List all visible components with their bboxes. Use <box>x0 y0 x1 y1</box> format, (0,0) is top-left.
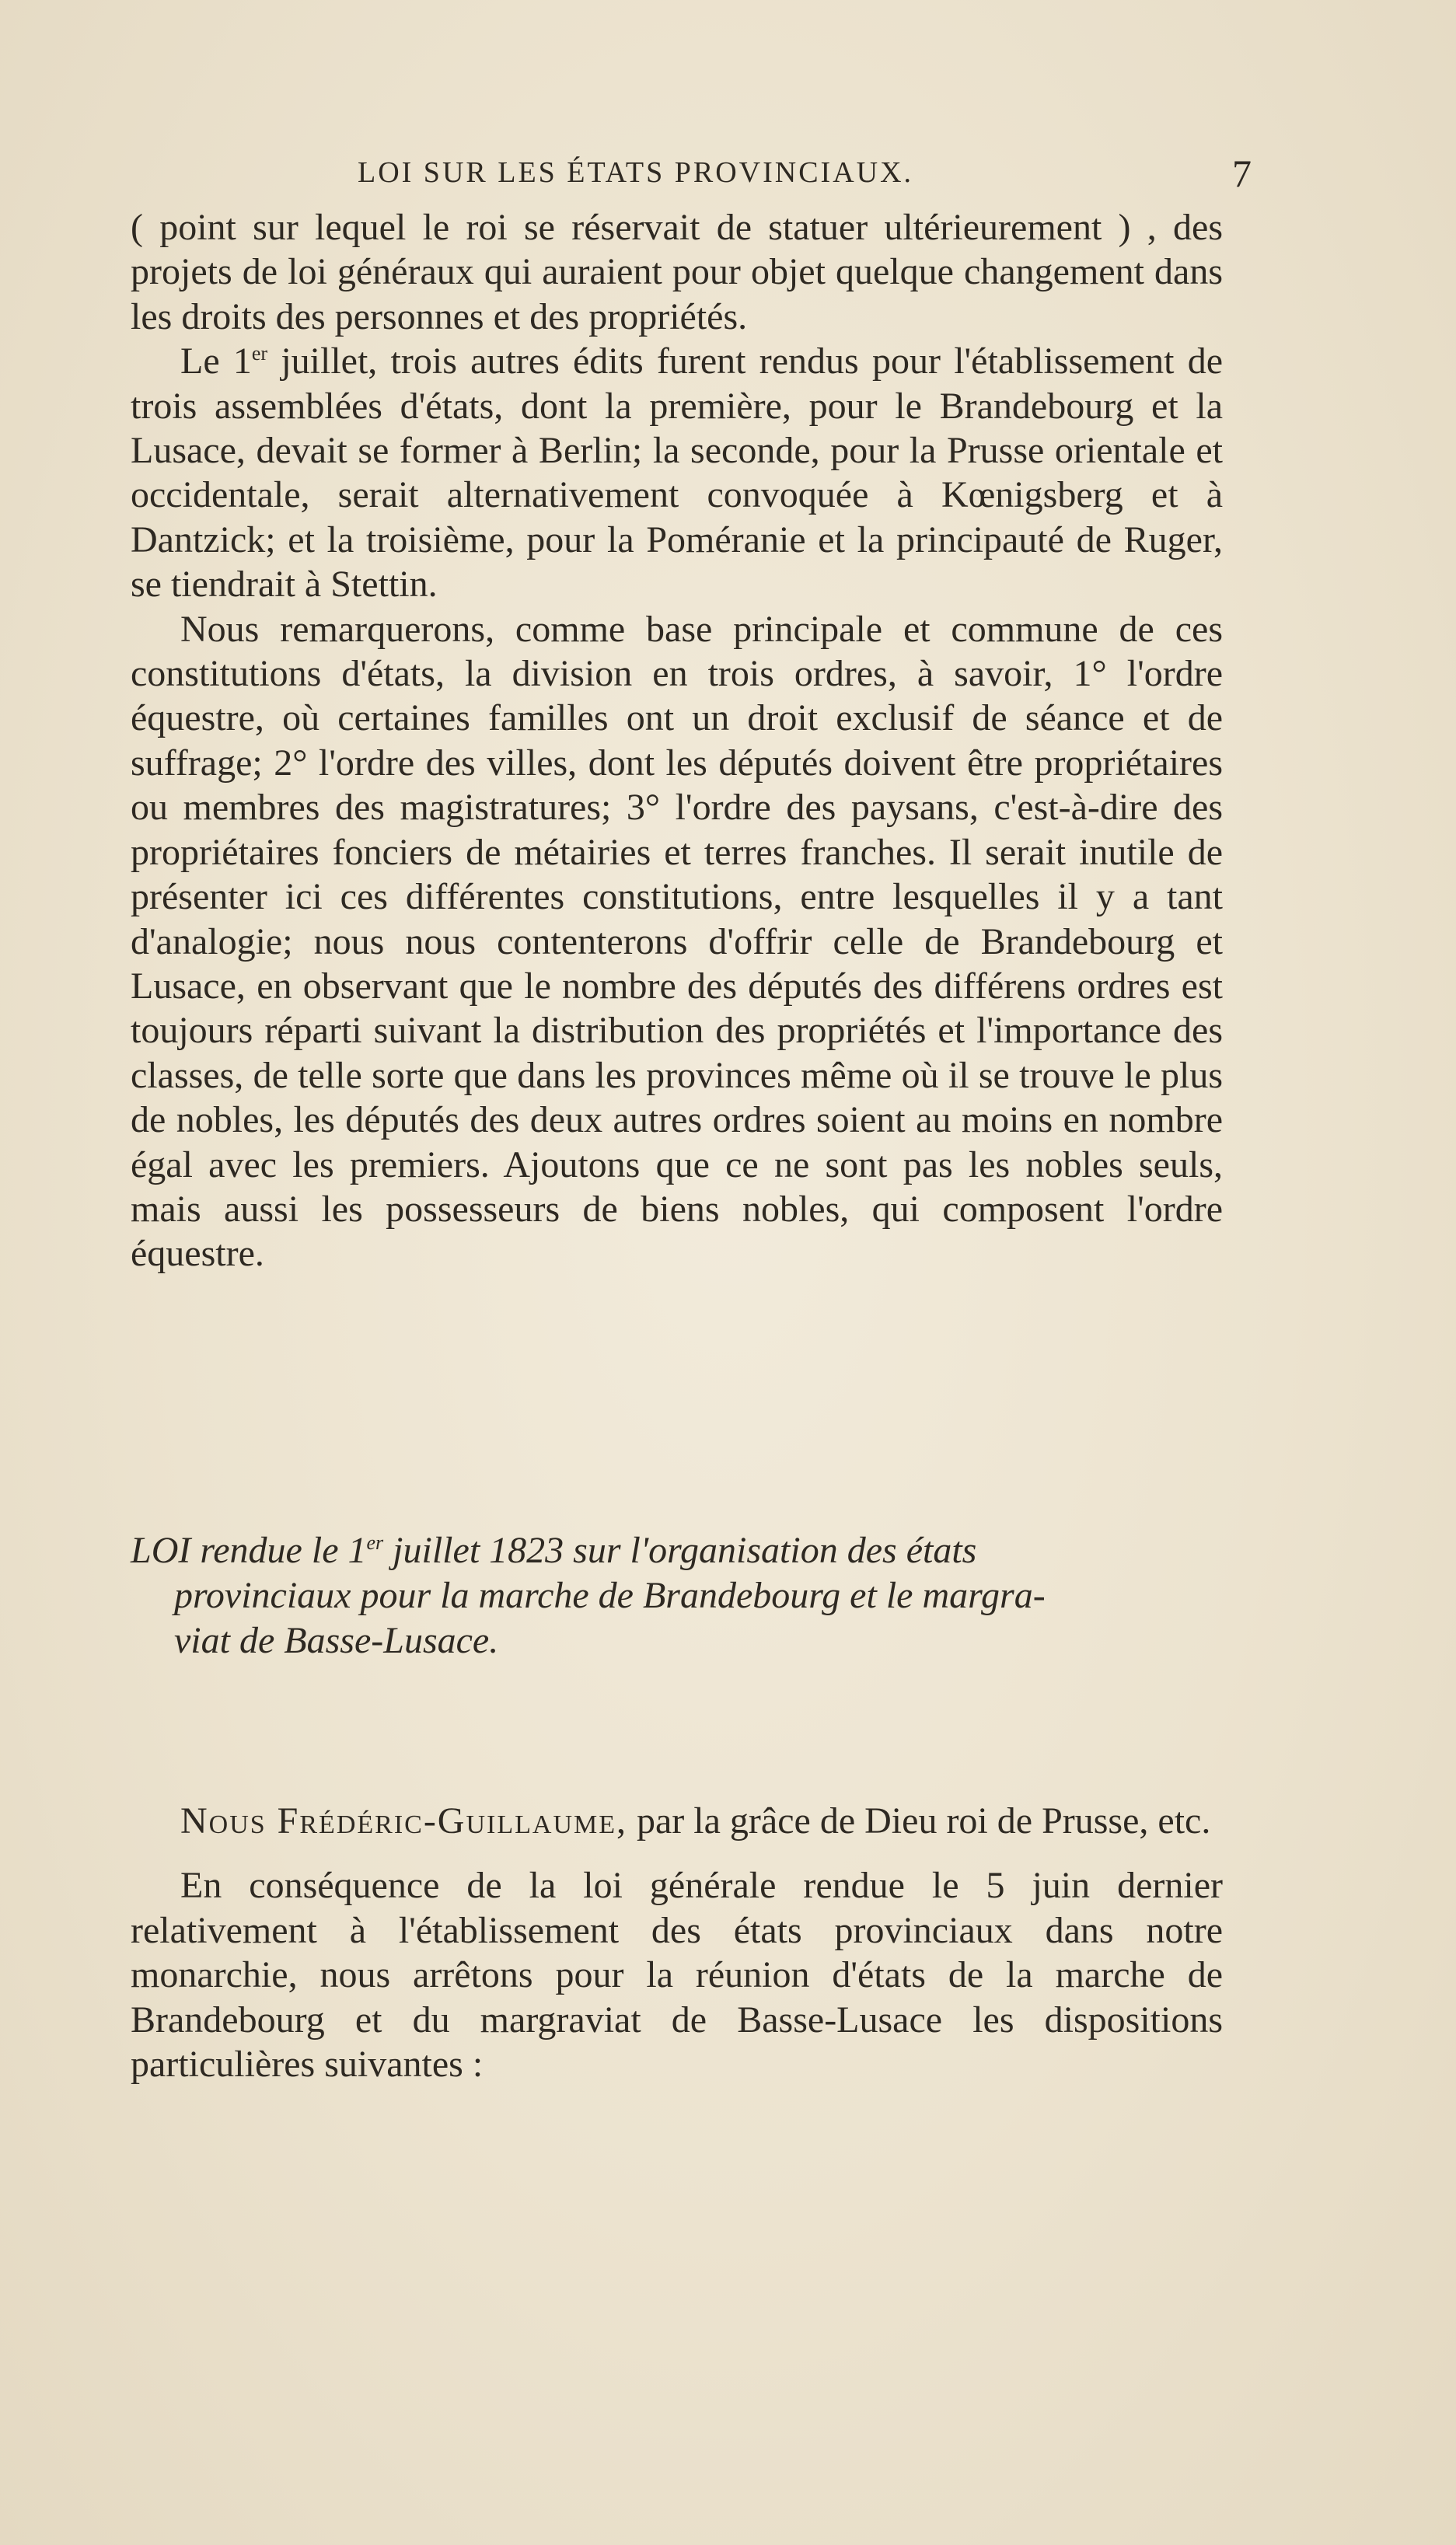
paragraph-preamble <box>131 1799 1223 1843</box>
para-start: Le 1 <box>180 340 252 382</box>
law-title-part2: juillet 1823 sur l'organisation des états <box>383 1530 977 1571</box>
paragraph-edicts <box>131 339 1223 606</box>
law-ordinal-superscript: er <box>366 1531 384 1554</box>
main-text <box>131 205 1223 1276</box>
law-title-part1: rendue le 1 <box>190 1530 367 1571</box>
law-word: LOI <box>131 1530 191 1571</box>
law-text <box>131 1799 1223 2086</box>
law-title-line2: provinciaux pour la marche de Brandebourg et le margra- <box>174 1575 1046 1616</box>
law-title-line1 <box>131 1528 1219 1573</box>
law-title <box>131 1528 1219 1664</box>
paragraph-continuation: ( point sur lequel le roi se réservait de statuer ultérieurement ) , des projets de loi généraux qui auraient pour objet quelque changement dans les droits des personnes et des propriétés. <box>131 207 1223 337</box>
para-rest: juillet, trois autres édits furent rendus pour l'établissement de trois assemblées d'états, dont la première, pour le Brandebourg et la Lusace, devait se former à Berlin; la seconde, pour la Prusse orientale et occidentale, serait alternativement convoquée à Kœnigsberg et à Dantzick; et la troisième, pour la Poméranie et la principauté de Ruger, se tiendrait à Stettin. <box>131 340 1223 606</box>
page-header <box>358 152 1252 202</box>
page-number: 7 <box>1232 152 1252 195</box>
law-title-line3: viat de Basse-Lusace. <box>174 1620 499 1661</box>
paragraph-consequence: En conséquence de la loi générale rendue le 5 juin dernier relativement à l'établissement des états provinciaux dans notre monarchie, nous arrêtons pour la réunion d'états de la marche de Brandebourg et du margraviat de Basse-Lusace les dispositions particulières suivantes : <box>131 1865 1223 2086</box>
preamble-rest: par la grâce de Dieu roi de Prusse, etc. <box>627 1800 1211 1842</box>
paragraph-orders: Nous remarquerons, comme base principale et commune de ces constitutions d'états, la division en trois ordres, à savoir, 1° l'ordre équestre, où certaines familles ont un droit exclusif de séance et de suffrage; 2° l'ordre des villes, dont les députés doivent être propriétaires ou membres des magistratures; 3° l'ordre des paysans, c'est-à-dire des propriétaires fonciers de métairies et terres franches. Il serait inutile de présenter ici ces différentes constitutions, entre lesquelles il y a tant d'analogie; nous nous contenterons d'offrir celle de Brandebourg et Lusace, en observant que le nombre des députés des différens ordres est toujours réparti suivant la distribution des propriétés et l'importance des classes, de telle sorte que dans les provinces même où il se trouve le plus de nobles, les députés des deux autres ordres soient au moins en nombre égal avec les premiers. Ajoutons que ce ne sont pas les nobles seuls, mais aussi les possesseurs de biens nobles, qui composent l'ordre équestre. <box>131 608 1223 1275</box>
sovereign-name: Nous Frédéric-Guillaume, <box>180 1800 627 1842</box>
running-head: LOI SUR LES ÉTATS PROVINCIAUX. <box>358 156 914 189</box>
ordinal-superscript: er <box>251 342 268 365</box>
